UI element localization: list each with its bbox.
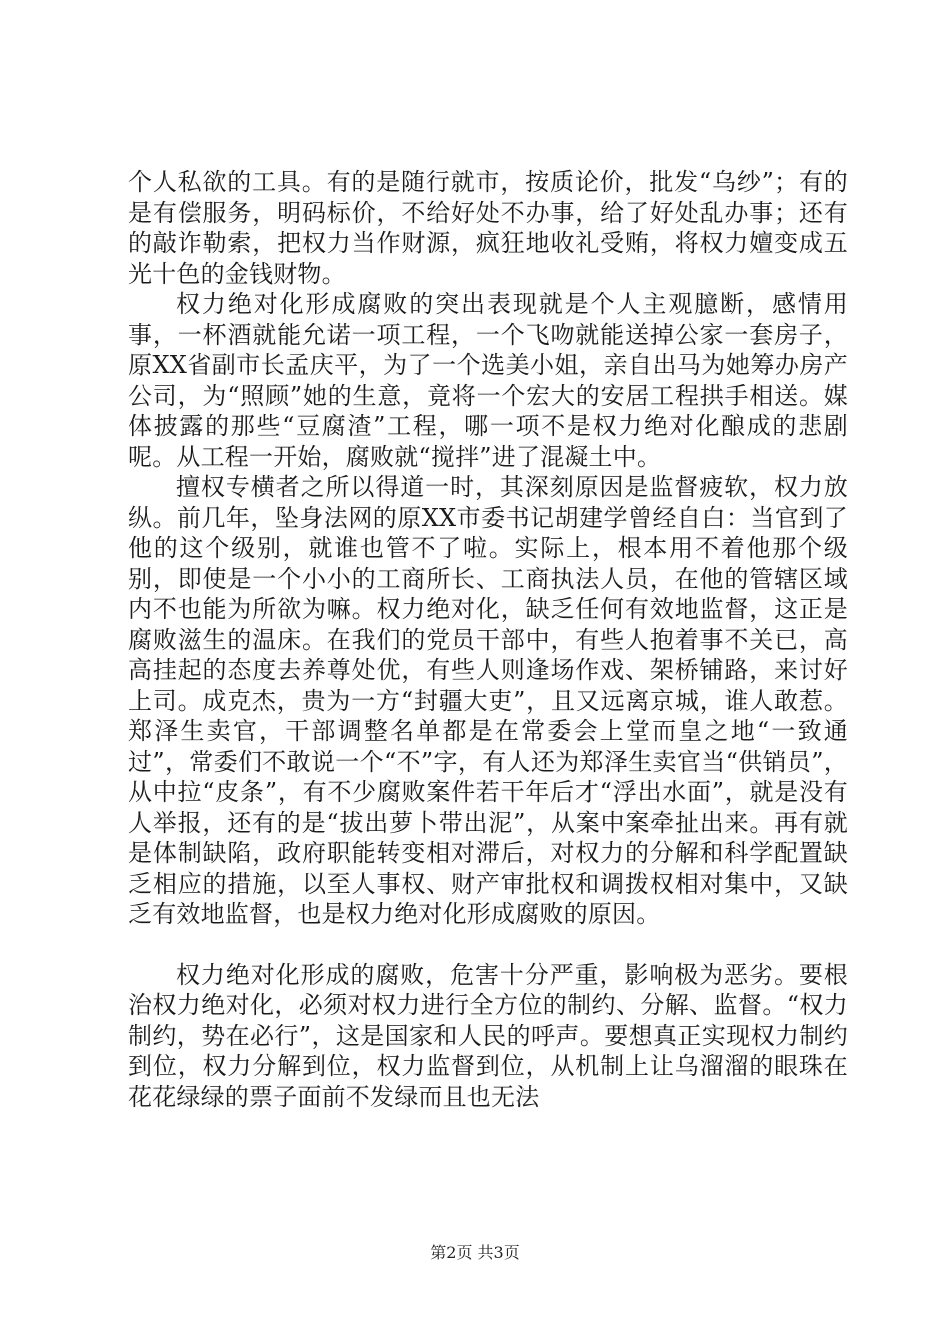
- paragraph-2: 权力绝对化形成腐败的突出表现就是个人主观臆断，感情用事，一杯酒就能允诺一项工程，一个飞吻就能送掉公家一套房子，原XX省副市长孟庆平，为了一个选美小姐，亲自出马为她筹办房产公司，为“照顾”她的生意，竟将一个宏大的安居工程拱手相送。媒体披露的那些“豆腐渣”工程，哪一项不是权力绝对化酿成的悲剧呢。从工程一开始，腐败就“搅拌”进了混凝土中。: [128, 290, 848, 471]
- paragraph-3: 擅权专横者之所以得道一时，其深刻原因是监督疲软，权力放纵。前几年，坠身法网的原XX市委书记胡建学曾经自白：当官到了他的这个级别，就谁也管不了啦。实际上，根本用不着他那个级别，即使是一个小小的工商所长、工商执法人员，在他的管辖区域内不也能为所欲为嘛。权力绝对化，缺乏任何有效地监督，这正是腐败滋生的温床。在我们的党员干部中，有些人抱着事不关已，高高挂起的态度去养尊处优，有些人则逢场作戏、架桥铺路，来讨好上司。成克杰，贵为一方“封疆大吏”，且又远离京城，谁人敢惹。郑泽生卖官，干部调整名单都是在常委会上堂而皇之地“一致通过”，常委们不敢说一个“不”字，有人还为郑泽生卖官当“供销员”，从中拉“皮条”，有不少腐败案件若干年后才“浮出水面”，就是没有人举报，还有的是“拔出萝卜带出泥”，从案中案牵扯出来。再有就是体制缺陷，政府职能转变相对滞后，对权力的分解和科学配置缺乏相应的措施，以至人事权、财产审批权和调拨权相对集中，又缺乏有效地监督，也是权力绝对化形成腐败的原因。: [128, 473, 848, 928]
- paragraph-spacer: [128, 930, 848, 960]
- paragraph-4: 权力绝对化形成的腐败，危害十分严重，影响极为恶劣。要根治权力绝对化，必须对权力进行全方位的制约、分解、监督。“权力制约，势在必行”，这是国家和人民的呼声。要想真正实现权力制约到位，权力分解到位，权力监督到位，从机制上让乌溜溜的眼珠在花花绿绿的票子面前不发绿而且也无法: [128, 960, 848, 1111]
- document-body: [128, 167, 848, 1112]
- paragraph-1: 个人私欲的工具。有的是随行就市，按质论价，批发“乌纱”；有的是有偿服务，明码标价，不给好处不办事，给了好处乱办事；还有的敲诈勒索，把权力当作财源，疯狂地收礼受贿，将权力嬗变成五光十色的金钱财物。: [128, 168, 848, 288]
- page-footer: 第2页 共3页: [430, 1243, 520, 1262]
